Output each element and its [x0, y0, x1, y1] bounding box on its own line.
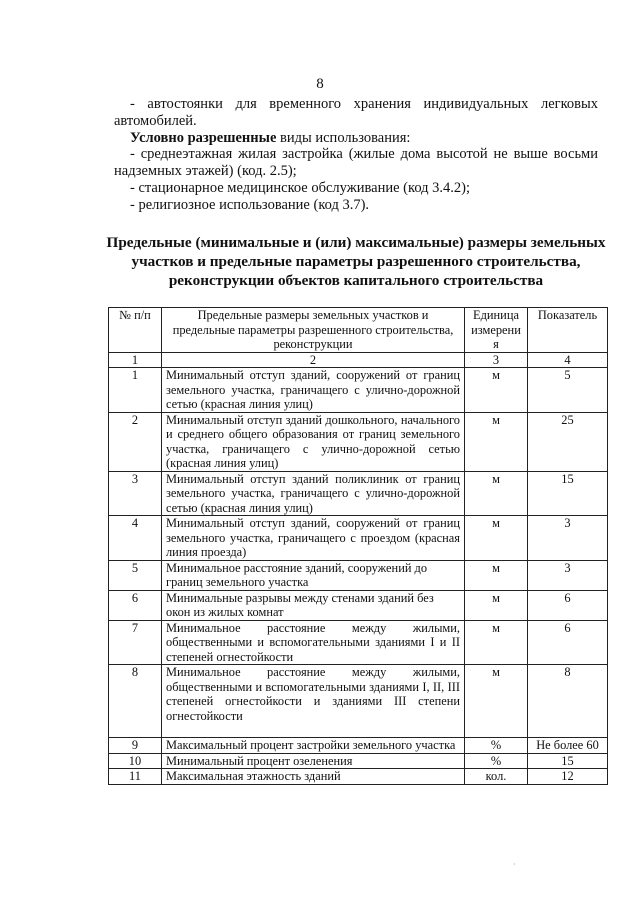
table-row [109, 560, 608, 590]
section-heading-line-2: участков и предельные параметры разрешенного строительства, [131, 253, 581, 270]
page-number: 8 [316, 76, 324, 92]
row-unit: м [465, 412, 528, 471]
table-row [109, 590, 608, 620]
row-value: 8 [528, 665, 608, 738]
parameters-table [108, 307, 608, 785]
row-unit: кол. [465, 769, 528, 785]
row-value: 5 [528, 368, 608, 413]
conditional-uses-heading [114, 130, 598, 147]
row-unit: % [465, 753, 528, 769]
conditional-use-item-3: - религиозное использование (код 3.7). [130, 196, 370, 213]
row-value: 12 [528, 769, 608, 785]
row-number: 11 [109, 769, 162, 785]
table-row [109, 753, 608, 769]
numbering-cell: 4 [528, 352, 608, 368]
row-description: Максимальная этажность зданий [162, 769, 465, 785]
scan-speck: · [513, 860, 516, 869]
table-numbering-row [109, 352, 608, 368]
conditional-uses-bold: Условно разрешенные [130, 129, 277, 146]
row-number: 2 [109, 412, 162, 471]
table-row [109, 368, 608, 413]
header-unit: Единица измерени я [465, 308, 528, 353]
row-description: Минимальный процент озеленения [162, 753, 465, 769]
row-number: 5 [109, 560, 162, 590]
conditional-use-item-2: - стационарное медицинское обслуживание (код 3.4.2); [130, 179, 471, 196]
table-row [109, 738, 608, 754]
row-value: 15 [528, 471, 608, 516]
row-value: 15 [528, 753, 608, 769]
numbering-cell: 3 [465, 352, 528, 368]
header-number: № п/п [109, 308, 162, 353]
section-heading-line-3: реконструкции объектов капитального строительства [168, 272, 544, 289]
row-value: 25 [528, 412, 608, 471]
row-description: Минимальное расстояние между жилыми, общественными и вспомогательными зданиями I и II степеней огнестойкости [162, 620, 465, 665]
table-row [109, 412, 608, 471]
intro-line-parking: - автостоянки для временного хранения индивидуальных легковых автомобилей. [114, 96, 598, 129]
row-unit: м [465, 590, 528, 620]
intro-text [114, 96, 598, 214]
row-description: Минимальный отступ зданий, сооружений от границ земельного участка, граничащего с улично-дорожной сетью (красная линия улиц) [162, 368, 465, 413]
table-row [109, 665, 608, 738]
section-heading-line-1: Предельные (минимальные и (или) максимальные) размеры земельных [106, 234, 606, 251]
row-description: Минимальный отступ зданий, сооружений от границ земельного участка, граничащего с проездом (красная линия проезда) [162, 516, 465, 561]
row-unit: м [465, 516, 528, 561]
row-unit: м [465, 560, 528, 590]
table-header-row [109, 308, 608, 353]
row-number: 9 [109, 738, 162, 754]
row-number: 4 [109, 516, 162, 561]
row-unit: % [465, 738, 528, 754]
row-number: 10 [109, 753, 162, 769]
row-description: Минимальный отступ зданий дошкольного, начального и среднего общего образования от границ земельного участка, граничащего с улично-дорожной сетью (красная линия улиц) [162, 412, 465, 471]
conditional-use-item-1: - среднеэтажная жилая застройка (жилые дома высотой не выше восьми надземных этажей) (код. 2.5); [114, 146, 598, 180]
row-value: 3 [528, 516, 608, 561]
numbering-cell: 1 [109, 352, 162, 368]
row-value: 3 [528, 560, 608, 590]
row-number: 6 [109, 590, 162, 620]
table-row [109, 471, 608, 516]
row-value: 6 [528, 620, 608, 665]
header-value: Показатель [528, 308, 608, 353]
row-unit: м [465, 368, 528, 413]
row-unit: м [465, 665, 528, 738]
row-description: Минимальное расстояние между жилыми, общественными и вспомогательными зданиями I, II, III степеней огнестойкости и зданиями III степени огнестойкости [162, 665, 465, 738]
table-row [109, 516, 608, 561]
row-description: Минимальные разрывы между стенами зданий без окон из жилых комнат [162, 590, 465, 620]
table-row [109, 620, 608, 665]
table-row [109, 769, 608, 785]
row-value: 6 [528, 590, 608, 620]
row-description: Максимальный процент застройки земельного участка [162, 738, 465, 754]
row-unit: м [465, 471, 528, 516]
section-heading [96, 233, 616, 290]
row-description: Минимальное расстояние зданий, сооружений до границ земельного участка [162, 560, 465, 590]
header-parameter: Предельные размеры земельных участков и предельные параметры разрешенного строительства, реконструкции [162, 308, 465, 353]
row-value: Не более 60 [528, 738, 608, 754]
row-unit: м [465, 620, 528, 665]
row-number: 1 [109, 368, 162, 413]
conditional-uses-rest: виды использования: [276, 129, 411, 146]
row-description: Минимальный отступ зданий поликлиник от границ земельного участка, граничащего с улично-дорожной сетью (красная линия улиц) [162, 471, 465, 516]
row-number: 8 [109, 665, 162, 738]
row-number: 3 [109, 471, 162, 516]
numbering-cell: 2 [162, 352, 465, 368]
row-number: 7 [109, 620, 162, 665]
